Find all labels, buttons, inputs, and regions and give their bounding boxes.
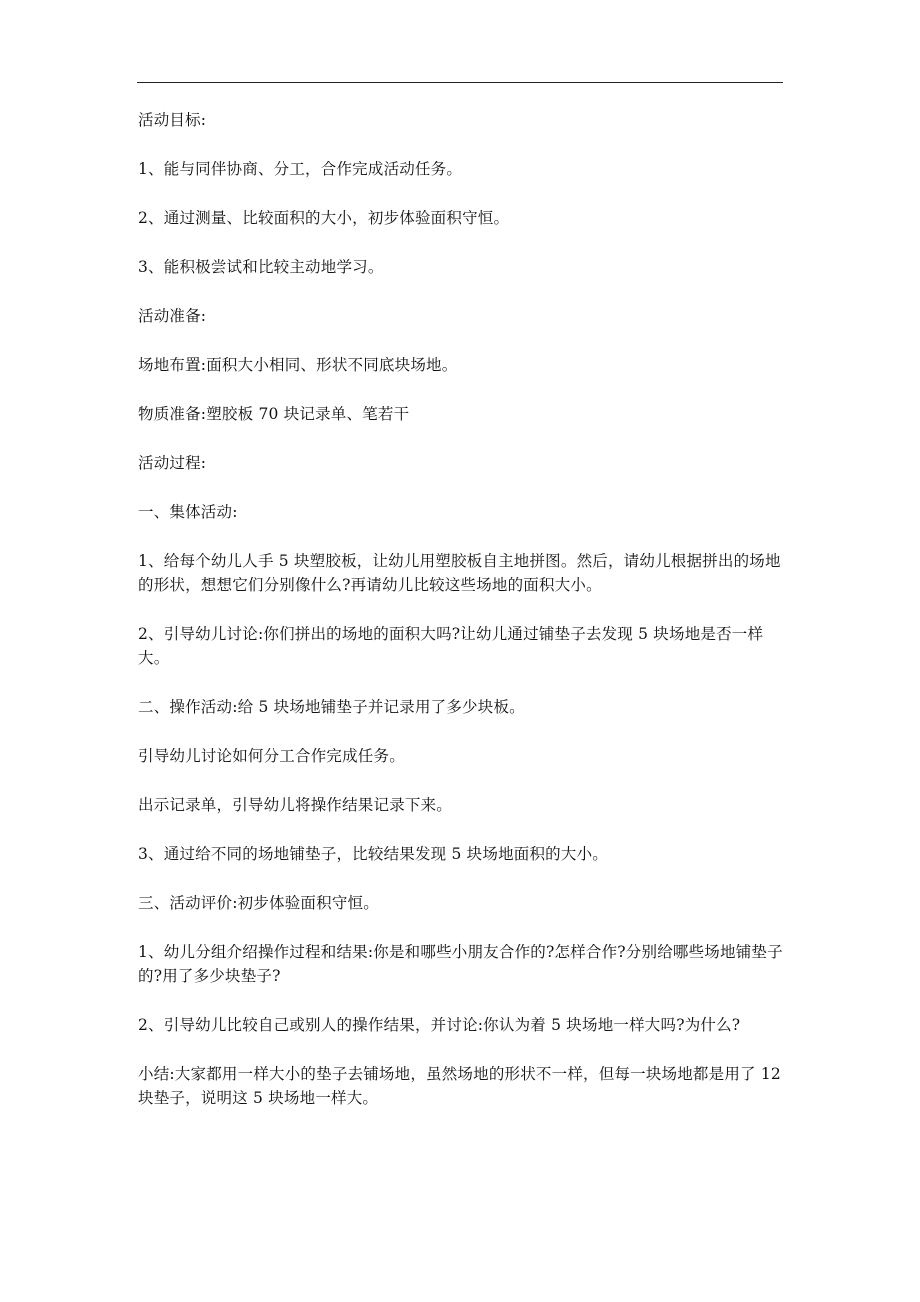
evaluation-step-2: 2、引导幼儿比较自己或别人的操作结果，并讨论:你认为着 5 块场地一样大吗?为什么? [138, 1016, 741, 1034]
process-part-3-heading: 三、活动评价:初步体验面积守恒。 [138, 894, 379, 912]
process-part-1-heading: 一、集体活动: [138, 503, 238, 521]
process-step-2: 2、引导幼儿讨论:你们拼出的场地的面积大吗?让幼儿通过铺垫子去发现 5 块场地是否一样大。 [138, 625, 764, 667]
process-step-3: 3、通过给不同的场地铺垫子，比较结果发现 5 块场地面积的大小。 [138, 845, 608, 863]
process-part-2-heading: 二、操作活动:给 5 块场地铺垫子并记录用了多少块板。 [138, 698, 525, 716]
document-body [138, 108, 784, 1135]
evaluation-step-1: 1、幼儿分组介绍操作过程和结果:你是和哪些小朋友合作的?怎样合作?分别给哪些场地铺垫子的?用了多少块垫子? [138, 943, 783, 985]
section-heading-process: 活动过程: [138, 454, 207, 472]
process-step-record: 出示记录单，引导幼儿将操作结果记录下来。 [138, 796, 453, 814]
preparation-materials: 物质准备:塑胶板 70 块记录单、笔若干 [138, 405, 410, 423]
goal-item-3: 3、能积极尝试和比较主动地学习。 [138, 258, 384, 276]
goal-item-1: 1、能与同伴协商、分工，合作完成活动任务。 [138, 160, 463, 178]
preparation-venue: 场地布置:面积大小相同、形状不同底块场地。 [138, 356, 458, 374]
process-step-discuss: 引导幼儿讨论如何分工合作完成任务。 [138, 747, 405, 765]
process-step-1: 1、给每个幼儿人手 5 块塑胶板，让幼儿用塑胶板自主地拼图。然后，请幼儿根据拼出的场地的形状，想想它们分别像什么?再请幼儿比较这些场地的面积大小。 [138, 552, 781, 594]
header-rule [137, 82, 783, 83]
summary-paragraph: 小结:大家都用一样大小的垫子去铺场地，虽然场地的形状不一样，但每一块场地都是用了 12 块垫子，说明这 5 块场地一样大。 [138, 1065, 781, 1107]
section-heading-preparation: 活动准备: [138, 307, 207, 325]
goal-item-2: 2、通过测量、比较面积的大小，初步体验面积守恒。 [138, 209, 510, 227]
section-heading-goals: 活动目标: [138, 111, 207, 129]
